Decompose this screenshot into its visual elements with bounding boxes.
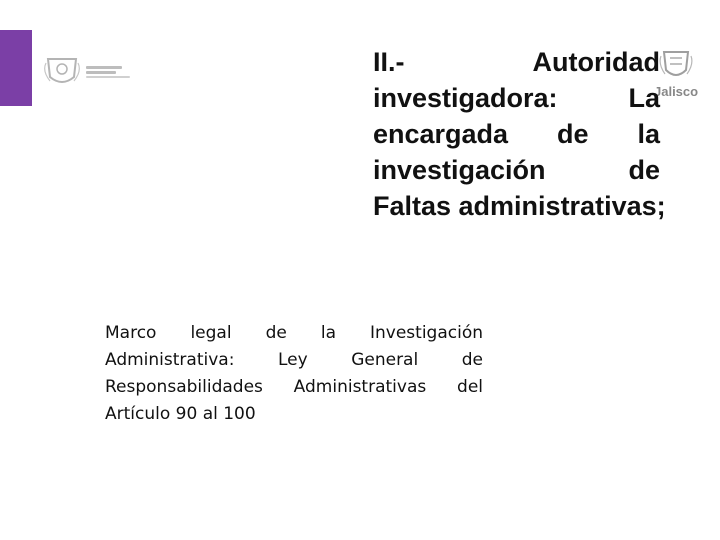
jalisco-wordmark: Jalisco	[654, 84, 699, 99]
legal-framework-paragraph	[105, 320, 483, 428]
heading-line: encargada de la	[373, 119, 660, 149]
accent-bar	[0, 30, 32, 106]
heading-line: II.- Autoridad	[373, 47, 660, 77]
section-heading	[373, 44, 666, 224]
government-crest-icon	[44, 55, 80, 89]
government-wordmark	[86, 66, 130, 78]
paragraph-line: Marco legal de la Investigación	[105, 323, 483, 343]
paragraph-line: Responsabilidades Administrativas del	[105, 377, 483, 397]
heading-line: investigadora: La	[373, 83, 660, 113]
government-logo	[44, 52, 144, 92]
paragraph-line: Administrativa: Ley General de	[105, 350, 483, 370]
paragraph-line: Artículo 90 al 100	[105, 404, 256, 424]
heading-line: investigación de	[373, 155, 660, 185]
heading-line: Faltas administrativas;	[373, 191, 666, 221]
jalisco-crest-icon	[658, 46, 694, 82]
